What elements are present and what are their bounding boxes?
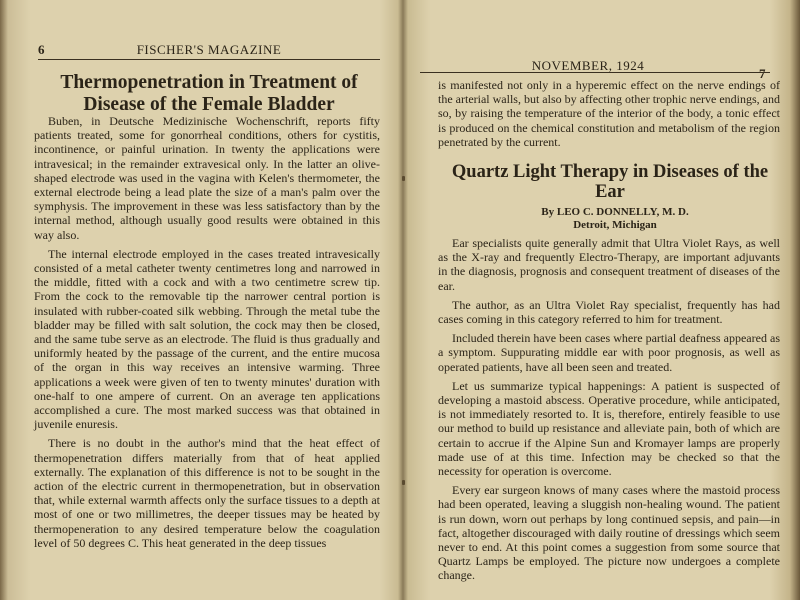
paragraph: Let us summarize typical happenings: A patient is suspected of developing a mastoid abscess. Operative procedure, while anticipated, is not immediately resorted to. It is, therefore, entirely feasible to use our method to build up resistance and alleviate pain, both of which are certain to accrue if the Alpine Sun and Kromayer lamps are properly made use of at this time. Infection may be checked so that the necessity for operation is overcome. — [438, 378, 780, 479]
continued-text — [438, 78, 780, 154]
binding-hole — [402, 176, 405, 181]
byline — [450, 206, 780, 232]
article-title-left: Thermopenetration in Treatment of Disease of the Female Bladder — [60, 72, 358, 115]
article-body-left — [34, 114, 380, 555]
magazine-name: FISCHER'S MAGAZINE — [136, 42, 282, 57]
binding-hole — [402, 480, 405, 485]
paragraph: Ear specialists quite generally admit that Ultra Violet Rays, as well as the X-ray and frequently Electro-Therapy, are important adjuvants in the diagnosis, prognosis and consequent treatment of diseases of the ear. — [438, 236, 780, 293]
author: By LEO C. DONNELLY, M. D. — [541, 206, 689, 218]
article-body-right — [438, 236, 780, 588]
header-rule — [420, 72, 770, 73]
page-number-left: 6 — [38, 42, 45, 57]
paragraph: The internal electrode employed in the cases treated intravesically consisted of a metal catheter twenty centimetres long and narrowed in the middle, fitted with a cock and with a two centimetre screw tip. From the cock to the removable tip the narrower central portion is insulated with rubber-coated silk webbing. Through the metal tube the bladder may be filled with salt solution, the cock may then be closed, and the same tube serve as an electrode. The fluid is thus gradually and uniformly heated by the passage of the current, and the entire mucosa of the organ in this way receives an intensive warming. Three applications a week were given of ten to twenty minutes' duration with one-half to one ampere of current. On an average ten applications accomplished a cure. The most marked success was that obtained in juvenile enuresis. — [34, 246, 380, 432]
right-page — [420, 0, 786, 600]
header-rule — [38, 59, 380, 60]
paragraph: Every ear surgeon knows of many cases where the mastoid process had been operated, leaving a sluggish non-healing wound. The patient is run down, worn out perhaps by long continued sepsis, and pain—in fact, altogether discouraged with daily routine of dressings which seem never to end. At this point comes a suggestion from some source that Quartz Lamps be employed. The picture now undergoes a complete change. — [438, 483, 780, 583]
article-title-right: Quartz Light Therapy in Diseases of the Ear — [451, 162, 769, 202]
paragraph: Buben, in Deutsche Medizinische Wochenschrift, reports fifty patients treated, some for gonorrheal conditions, others for cystitis, incontinence, or painful urination. In twenty the applications were intravesical; in the remainder extravesical only. In the latter an olive-shaped electrode was used in the vagina with Kelen's thermometer, the external electrode being a lead plate the size of a man's palm over the symphysis. The improvement in these was less satisfactory than by the internal method, although usually good results were obtained in this way also. — [34, 114, 380, 242]
author-location: Detroit, Michigan — [573, 219, 657, 231]
paragraph: is manifested not only in a hyperemic effect on the nerve endings of the arterial walls, but also by affecting other trophic nerve endings, and so, by raising the temperature of the interior of the body, a tonic effect is produced on the chemical constitution and metabolism of the region penetrated by the current. — [438, 78, 780, 149]
issue-date: NOVEMBER, 1924 — [531, 58, 645, 73]
page-number-right: 7 — [759, 66, 766, 81]
left-page — [14, 0, 392, 600]
paragraph: Included therein have been cases where partial deafness appeared as a symptom. Suppurating middle ear with poor prognosis, as well as operated patients, have all been seen and treated. — [438, 331, 780, 374]
paragraph: There is no doubt in the author's mind that the heat effect of thermopenetration differs materially from that of heat applied externally. The explanation of this difference is not to be sought in the action of the electric current in thermopenetration, but in observation that, while external warmth affects only the surface tissues to a depth at most of one or two millimetres, the deeper tissues may be heated by thermopeneration to any desired temperature below the coagulation level of 50 degrees C. This heat generated in the deep tissues — [34, 436, 380, 550]
paragraph: The author, as an Ultra Violet Ray specialist, frequently has had cases coming in this category referred to him for treatment. — [438, 297, 780, 327]
